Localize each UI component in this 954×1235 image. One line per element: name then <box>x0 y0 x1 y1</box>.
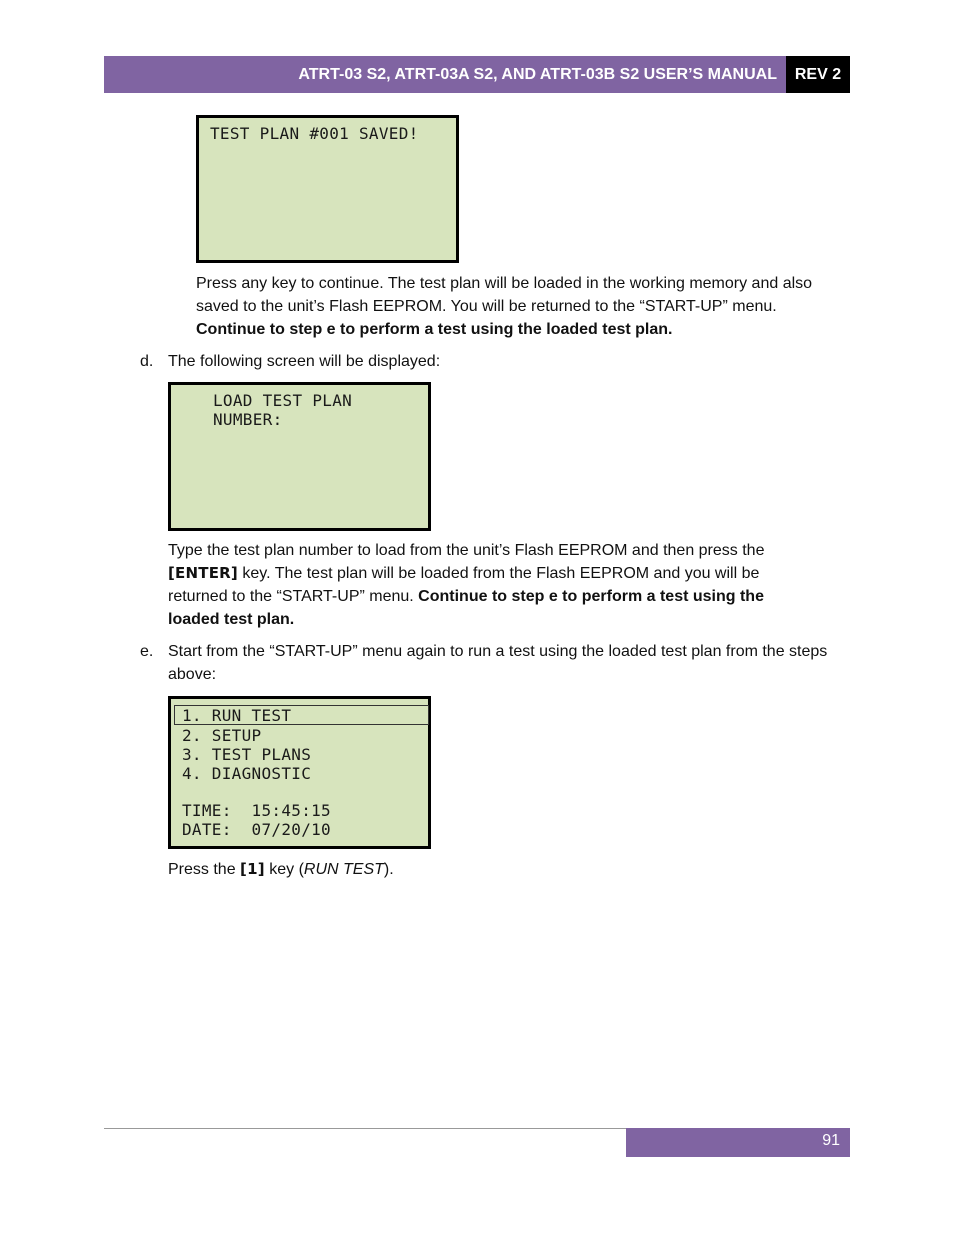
page-header <box>104 56 850 93</box>
paragraph-load-info <box>168 539 818 631</box>
menu-item-diagnostic: 4. DIAGNOSTIC <box>182 764 312 783</box>
paragraph-text: Type the test plan number to load from the unit’s Flash EEPROM and then press the <box>168 542 765 559</box>
step-marker-e: e. <box>140 643 154 660</box>
lcd-line: TEST PLAN #001 SAVED! <box>210 124 419 143</box>
lcd-line: LOAD TEST PLAN <box>213 391 353 410</box>
lcd-screen-saved <box>196 115 459 263</box>
lcd-screen-load-plan <box>168 382 431 531</box>
enter-key-label: [ENTER] <box>168 564 238 582</box>
menu-item-test-plans: 3. TEST PLANS <box>182 745 312 764</box>
paragraph-text: ). <box>383 861 394 878</box>
lcd-line: NUMBER: <box>213 410 283 429</box>
page-number: 91 <box>626 1128 850 1157</box>
run-test-italic: RUN TEST <box>303 861 384 878</box>
lcd-date-readout: DATE: 07/20/10 <box>182 820 331 839</box>
step-e-text: Start from the “START-UP” menu again to run a test using the loaded test plan from the steps above: <box>168 643 828 683</box>
step-marker-d: d. <box>140 353 154 370</box>
revision-badge: REV 2 <box>786 56 850 93</box>
lcd-screen-start-up-menu <box>168 696 431 849</box>
lcd-time-readout: TIME: 15:45:15 <box>182 801 331 820</box>
menu-item-setup: 2. SETUP <box>182 726 262 745</box>
menu-item-run-test: 1. RUN TEST <box>182 706 292 725</box>
step-d-text: The following screen will be displayed: <box>168 353 441 370</box>
paragraph-saved-info <box>196 272 836 341</box>
paragraph-bold-instruction: Continue to step e to perform a test using the loaded test plan. <box>196 321 673 338</box>
paragraph-bold-instruction: Continue to step e to perform a test using the loaded test plan. <box>168 588 764 628</box>
footer-rule <box>104 1128 626 1129</box>
paragraph-text: Press any key to continue. The test plan will be loaded in the working memory and also saved to the unit’s Flash EEPROM. You will be returned to the “START-UP” menu. <box>196 275 813 315</box>
key-1-label: [1] <box>240 860 265 878</box>
paragraph-text: Press the <box>168 861 241 878</box>
paragraph-text: key ( <box>264 861 304 878</box>
paragraph-press-key <box>168 858 768 881</box>
manual-title: ATRT-03 S2, ATRT-03A S2, AND ATRT-03B S2 USER’S MANUAL <box>104 56 786 93</box>
paragraph-text: key. The test plan will be loaded from the Flash EEPROM and you will be returned to the “START-UP” menu. <box>168 565 760 605</box>
